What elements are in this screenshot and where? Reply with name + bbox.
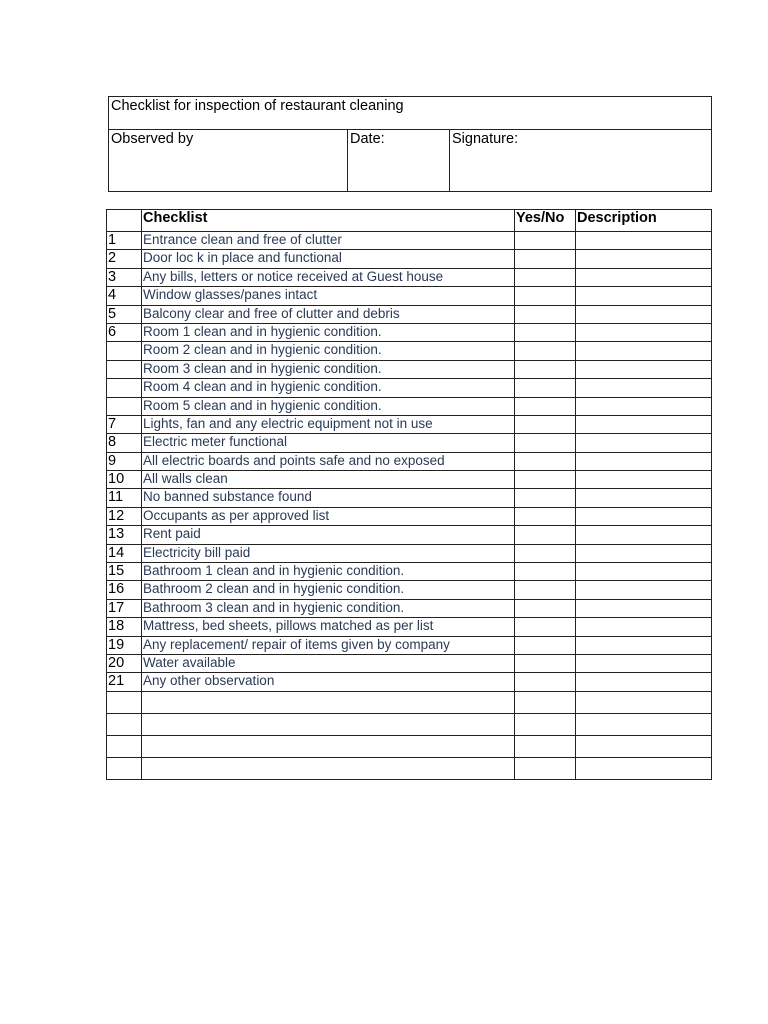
checklist-item: Electric meter functional: [142, 434, 515, 452]
form-title: Checklist for inspection of restaurant cleaning: [109, 97, 711, 130]
header-box: [108, 96, 712, 192]
table-row: [107, 581, 712, 599]
description-cell[interactable]: [576, 599, 712, 617]
yes-no-cell[interactable]: [515, 305, 576, 323]
row-number: [107, 379, 142, 397]
checklist-body: [107, 232, 712, 780]
yes-no-cell[interactable]: [515, 735, 576, 757]
yes-no-cell[interactable]: [515, 757, 576, 779]
row-number: 3: [107, 268, 142, 286]
checklist-item: Room 1 clean and in hygienic condition.: [142, 323, 515, 341]
yes-no-cell[interactable]: [515, 581, 576, 599]
row-number: [107, 342, 142, 360]
description-cell[interactable]: [576, 526, 712, 544]
description-cell[interactable]: [576, 581, 712, 599]
yes-no-cell[interactable]: [515, 379, 576, 397]
yes-no-cell[interactable]: [515, 360, 576, 378]
table-row: [107, 250, 712, 268]
row-number: 21: [107, 673, 142, 691]
table-row: [107, 452, 712, 470]
row-number: 4: [107, 287, 142, 305]
table-row: [107, 489, 712, 507]
table-row: [107, 636, 712, 654]
checklist-item: No banned substance found: [142, 489, 515, 507]
description-cell[interactable]: [576, 563, 712, 581]
description-cell[interactable]: [576, 713, 712, 735]
table-row: [107, 232, 712, 250]
checklist-item: Entrance clean and free of clutter: [142, 232, 515, 250]
column-header-checklist: Checklist: [142, 210, 515, 232]
row-number: 2: [107, 250, 142, 268]
description-cell[interactable]: [576, 360, 712, 378]
description-cell[interactable]: [576, 232, 712, 250]
description-cell[interactable]: [576, 379, 712, 397]
yes-no-cell[interactable]: [515, 452, 576, 470]
checklist-item: All electric boards and points safe and no exposed: [142, 452, 515, 470]
checklist-item: Any replacement/ repair of items given by company: [142, 636, 515, 654]
checklist-item: Bathroom 3 clean and in hygienic condition.: [142, 599, 515, 617]
table-row: [107, 379, 712, 397]
row-number: 19: [107, 636, 142, 654]
blank-row: [107, 735, 712, 757]
checklist-item: Bathroom 2 clean and in hygienic condition.: [142, 581, 515, 599]
yes-no-cell[interactable]: [515, 526, 576, 544]
table-row: [107, 323, 712, 341]
yes-no-cell[interactable]: [515, 691, 576, 713]
row-number: 15: [107, 563, 142, 581]
description-cell[interactable]: [576, 507, 712, 525]
description-cell[interactable]: [576, 757, 712, 779]
row-number[interactable]: [107, 691, 142, 713]
table-row: [107, 305, 712, 323]
table-row: [107, 268, 712, 286]
yes-no-cell[interactable]: [515, 397, 576, 415]
row-number: [107, 397, 142, 415]
blank-row: [107, 691, 712, 713]
table-row: [107, 654, 712, 672]
row-number: 11: [107, 489, 142, 507]
row-number: 9: [107, 452, 142, 470]
yes-no-cell[interactable]: [515, 507, 576, 525]
row-number: 5: [107, 305, 142, 323]
yes-no-cell[interactable]: [515, 544, 576, 562]
row-number: 14: [107, 544, 142, 562]
checklist-item: Door loc k in place and functional: [142, 250, 515, 268]
blank-row: [107, 713, 712, 735]
table-row: [107, 397, 712, 415]
table-row: [107, 563, 712, 581]
table-row: [107, 415, 712, 433]
checklist-item: Mattress, bed sheets, pillows matched as per list: [142, 618, 515, 636]
table-row: [107, 360, 712, 378]
blank-row: [107, 757, 712, 779]
table-row: [107, 526, 712, 544]
row-number: 8: [107, 434, 142, 452]
description-cell[interactable]: [576, 434, 712, 452]
yes-no-cell[interactable]: [515, 250, 576, 268]
yes-no-cell[interactable]: [515, 599, 576, 617]
checklist-item: Room 4 clean and in hygienic condition.: [142, 379, 515, 397]
table-row: [107, 471, 712, 489]
checklist-item[interactable]: [142, 713, 515, 735]
signature-field[interactable]: Signature:: [452, 131, 519, 147]
description-cell[interactable]: [576, 654, 712, 672]
table-row: [107, 673, 712, 691]
yes-no-cell[interactable]: [515, 654, 576, 672]
row-number: 10: [107, 471, 142, 489]
checklist-item: Any other observation: [142, 673, 515, 691]
checklist-table: [106, 209, 712, 780]
checklist-item[interactable]: [142, 691, 515, 713]
yes-no-cell[interactable]: [515, 323, 576, 341]
yes-no-cell[interactable]: [515, 713, 576, 735]
checklist-item: Electricity bill paid: [142, 544, 515, 562]
description-cell[interactable]: [576, 489, 712, 507]
table-row: [107, 342, 712, 360]
row-number: 18: [107, 618, 142, 636]
checklist-item: Any bills, letters or notice received at Guest house: [142, 268, 515, 286]
yes-no-cell[interactable]: [515, 287, 576, 305]
checklist-item: All walls clean: [142, 471, 515, 489]
date-field[interactable]: Date:: [348, 130, 450, 191]
row-number: 13: [107, 526, 142, 544]
row-number: 6: [107, 323, 142, 341]
description-cell[interactable]: [576, 636, 712, 654]
checklist-item: Room 5 clean and in hygienic condition.: [142, 397, 515, 415]
row-number[interactable]: [107, 735, 142, 757]
column-header-description: Description: [576, 210, 712, 232]
description-cell[interactable]: [576, 673, 712, 691]
yes-no-cell[interactable]: [515, 342, 576, 360]
description-cell[interactable]: [576, 305, 712, 323]
checklist-item[interactable]: [142, 735, 515, 757]
yes-no-cell[interactable]: [515, 673, 576, 691]
row-number[interactable]: [107, 757, 142, 779]
description-cell[interactable]: [576, 544, 712, 562]
description-cell[interactable]: [576, 397, 712, 415]
yes-no-cell[interactable]: [515, 232, 576, 250]
checklist-item: Rent paid: [142, 526, 515, 544]
yes-no-cell[interactable]: [515, 471, 576, 489]
description-cell[interactable]: [576, 323, 712, 341]
row-number: 7: [107, 415, 142, 433]
description-cell[interactable]: [576, 287, 712, 305]
row-number: 17: [107, 599, 142, 617]
description-cell[interactable]: [576, 268, 712, 286]
yes-no-cell[interactable]: [515, 268, 576, 286]
yes-no-cell[interactable]: [515, 618, 576, 636]
table-row: [107, 507, 712, 525]
checklist-item: Window glasses/panes intact: [142, 287, 515, 305]
column-header-number: [107, 210, 142, 232]
description-cell[interactable]: [576, 691, 712, 713]
yes-no-cell[interactable]: [515, 636, 576, 654]
table-row: [107, 599, 712, 617]
table-row: [107, 434, 712, 452]
table-header-row: [107, 210, 712, 232]
row-number: 12: [107, 507, 142, 525]
checklist-item: Room 2 clean and in hygienic condition.: [142, 342, 515, 360]
description-cell[interactable]: [576, 471, 712, 489]
description-cell[interactable]: [576, 735, 712, 757]
description-cell[interactable]: [576, 415, 712, 433]
yes-no-cell[interactable]: [515, 434, 576, 452]
observed-by-field[interactable]: Observed by: [109, 130, 348, 191]
checklist-item: Lights, fan and any electric equipment not in use: [142, 415, 515, 433]
description-cell[interactable]: [576, 342, 712, 360]
table-row: [107, 287, 712, 305]
checklist-item: Room 3 clean and in hygienic condition.: [142, 360, 515, 378]
table-row: [107, 618, 712, 636]
checklist-item[interactable]: [142, 757, 515, 779]
description-cell[interactable]: [576, 452, 712, 470]
row-number: 20: [107, 654, 142, 672]
checklist-item: Bathroom 1 clean and in hygienic condition.: [142, 563, 515, 581]
checklist-item: Balcony clear and free of clutter and debris: [142, 305, 515, 323]
row-number[interactable]: [107, 713, 142, 735]
description-cell[interactable]: [576, 250, 712, 268]
checklist-item: Water available: [142, 654, 515, 672]
row-number: 16: [107, 581, 142, 599]
yes-no-cell[interactable]: [515, 415, 576, 433]
checklist-item: Occupants as per approved list: [142, 507, 515, 525]
table-row: [107, 544, 712, 562]
yes-no-cell[interactable]: [515, 563, 576, 581]
column-header-yes-no: Yes/No: [515, 210, 576, 232]
row-number: [107, 360, 142, 378]
yes-no-cell[interactable]: [515, 489, 576, 507]
row-number: 1: [107, 232, 142, 250]
description-cell[interactable]: [576, 618, 712, 636]
